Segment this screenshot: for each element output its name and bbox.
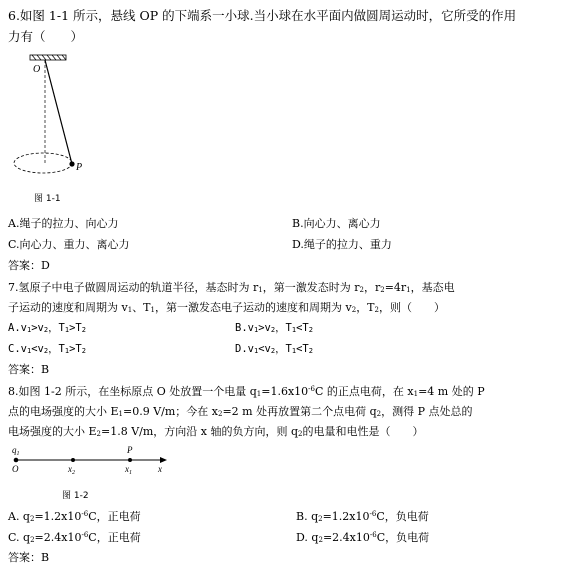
q6-option-b: B.向心力、离心力	[292, 217, 381, 230]
q7-answer: 答案：B	[8, 363, 50, 376]
q6-stem-line2: 力有（ ）	[8, 29, 84, 44]
label-x2: $x_2$	[68, 464, 75, 476]
q7-option-b: $B.v_1>v_2$，$T_1<T_2$	[235, 322, 313, 334]
label-p: P	[76, 162, 83, 173]
q6-option-a: A.绳子的拉力、向心力	[8, 217, 119, 230]
q6-stem-line1: 6.如图 1-1 所示，悬线 OP 的下端系一小球.当小球在水平面内做圆周运动时，它所受的作用	[8, 8, 517, 23]
label-x1: $x_1$	[125, 464, 132, 476]
q7-option-a: $A.v_1>v_2$，$T_1>T_2$	[8, 322, 86, 334]
label-q1: $q_1$	[12, 445, 20, 457]
q8-option-c: C. $q_2=2.4x10^{-6}C$，正电荷	[8, 531, 141, 544]
q6-figure-caption: 图 1-1	[34, 194, 61, 204]
q6-option-d: D.绳子的拉力、重力	[292, 238, 392, 251]
q8-stem-line3: 电场强度的大小 $E_2=1.8$ V/m，方向沿 x 轴的负方向，则 $q_2$的电量和电性是（ ）	[8, 425, 424, 438]
label-x-axis: x	[158, 464, 162, 474]
q7-option-c: $C.v_1<v_2$，$T_1>T_2$	[8, 343, 86, 355]
q6-option-c: C.向心力、重力、离心力	[8, 238, 130, 251]
q8-answer: 答案：B	[8, 551, 50, 564]
q6-figure-pendulum	[0, 50, 110, 210]
q8-stem-line1: 8.如图 1-2 所示，在坐标原点 O 处放置一个电量 $q_1=1.6x10^{-6}C$ 的正点电荷，在 $x_1=4$ m 处的 P	[8, 385, 485, 398]
label-p: P	[127, 445, 133, 455]
q8-option-a: A. $q_2=1.2x10^{-6}C$，正电荷	[8, 510, 141, 523]
ceiling-hatch	[30, 55, 66, 60]
q7-stem-line2: 子运动的速度和周期为 $v_1$、$T_1$，第一激发态电子运动的速度和周期为 $v_2$，$T_2$，则（ ）	[8, 301, 445, 314]
q8-stem-line2: 点的电场强度的大小 $E_1=0.9$ V/m；今在 $x_2=2$ m 处再放置第二个点电荷 $q_2$，测得 P 点处总的	[8, 405, 473, 418]
p-point-dot	[128, 458, 132, 462]
q8-figure-caption: 图 1-2	[62, 491, 89, 501]
q8-option-d: D. $q_2=2.4x10^{-6}C$，负电荷	[296, 531, 430, 544]
q7-stem-line1: 7.氢原子中电子做圆周运动的轨道半径，基态时为 $r_1$，第一激发态时为 $r_2$，$r_2=4r_1$，基态电	[8, 281, 455, 294]
q6-answer: 答案：D	[8, 259, 50, 272]
string-op	[45, 60, 72, 164]
x2-point-dot	[71, 458, 75, 462]
q1-charge-dot	[14, 458, 19, 463]
circular-path	[14, 153, 72, 173]
q7-option-d: $D.v_1<v_2$，$T_1<T_2$	[235, 343, 313, 355]
label-o: O	[12, 464, 19, 474]
q8-option-b: B. $q_2=1.2x10^{-6}C$，负电荷	[296, 510, 429, 523]
x-axis-arrow	[160, 457, 167, 463]
q8-figure-axis	[0, 442, 180, 480]
ball	[69, 161, 74, 166]
label-o: O	[33, 64, 41, 75]
